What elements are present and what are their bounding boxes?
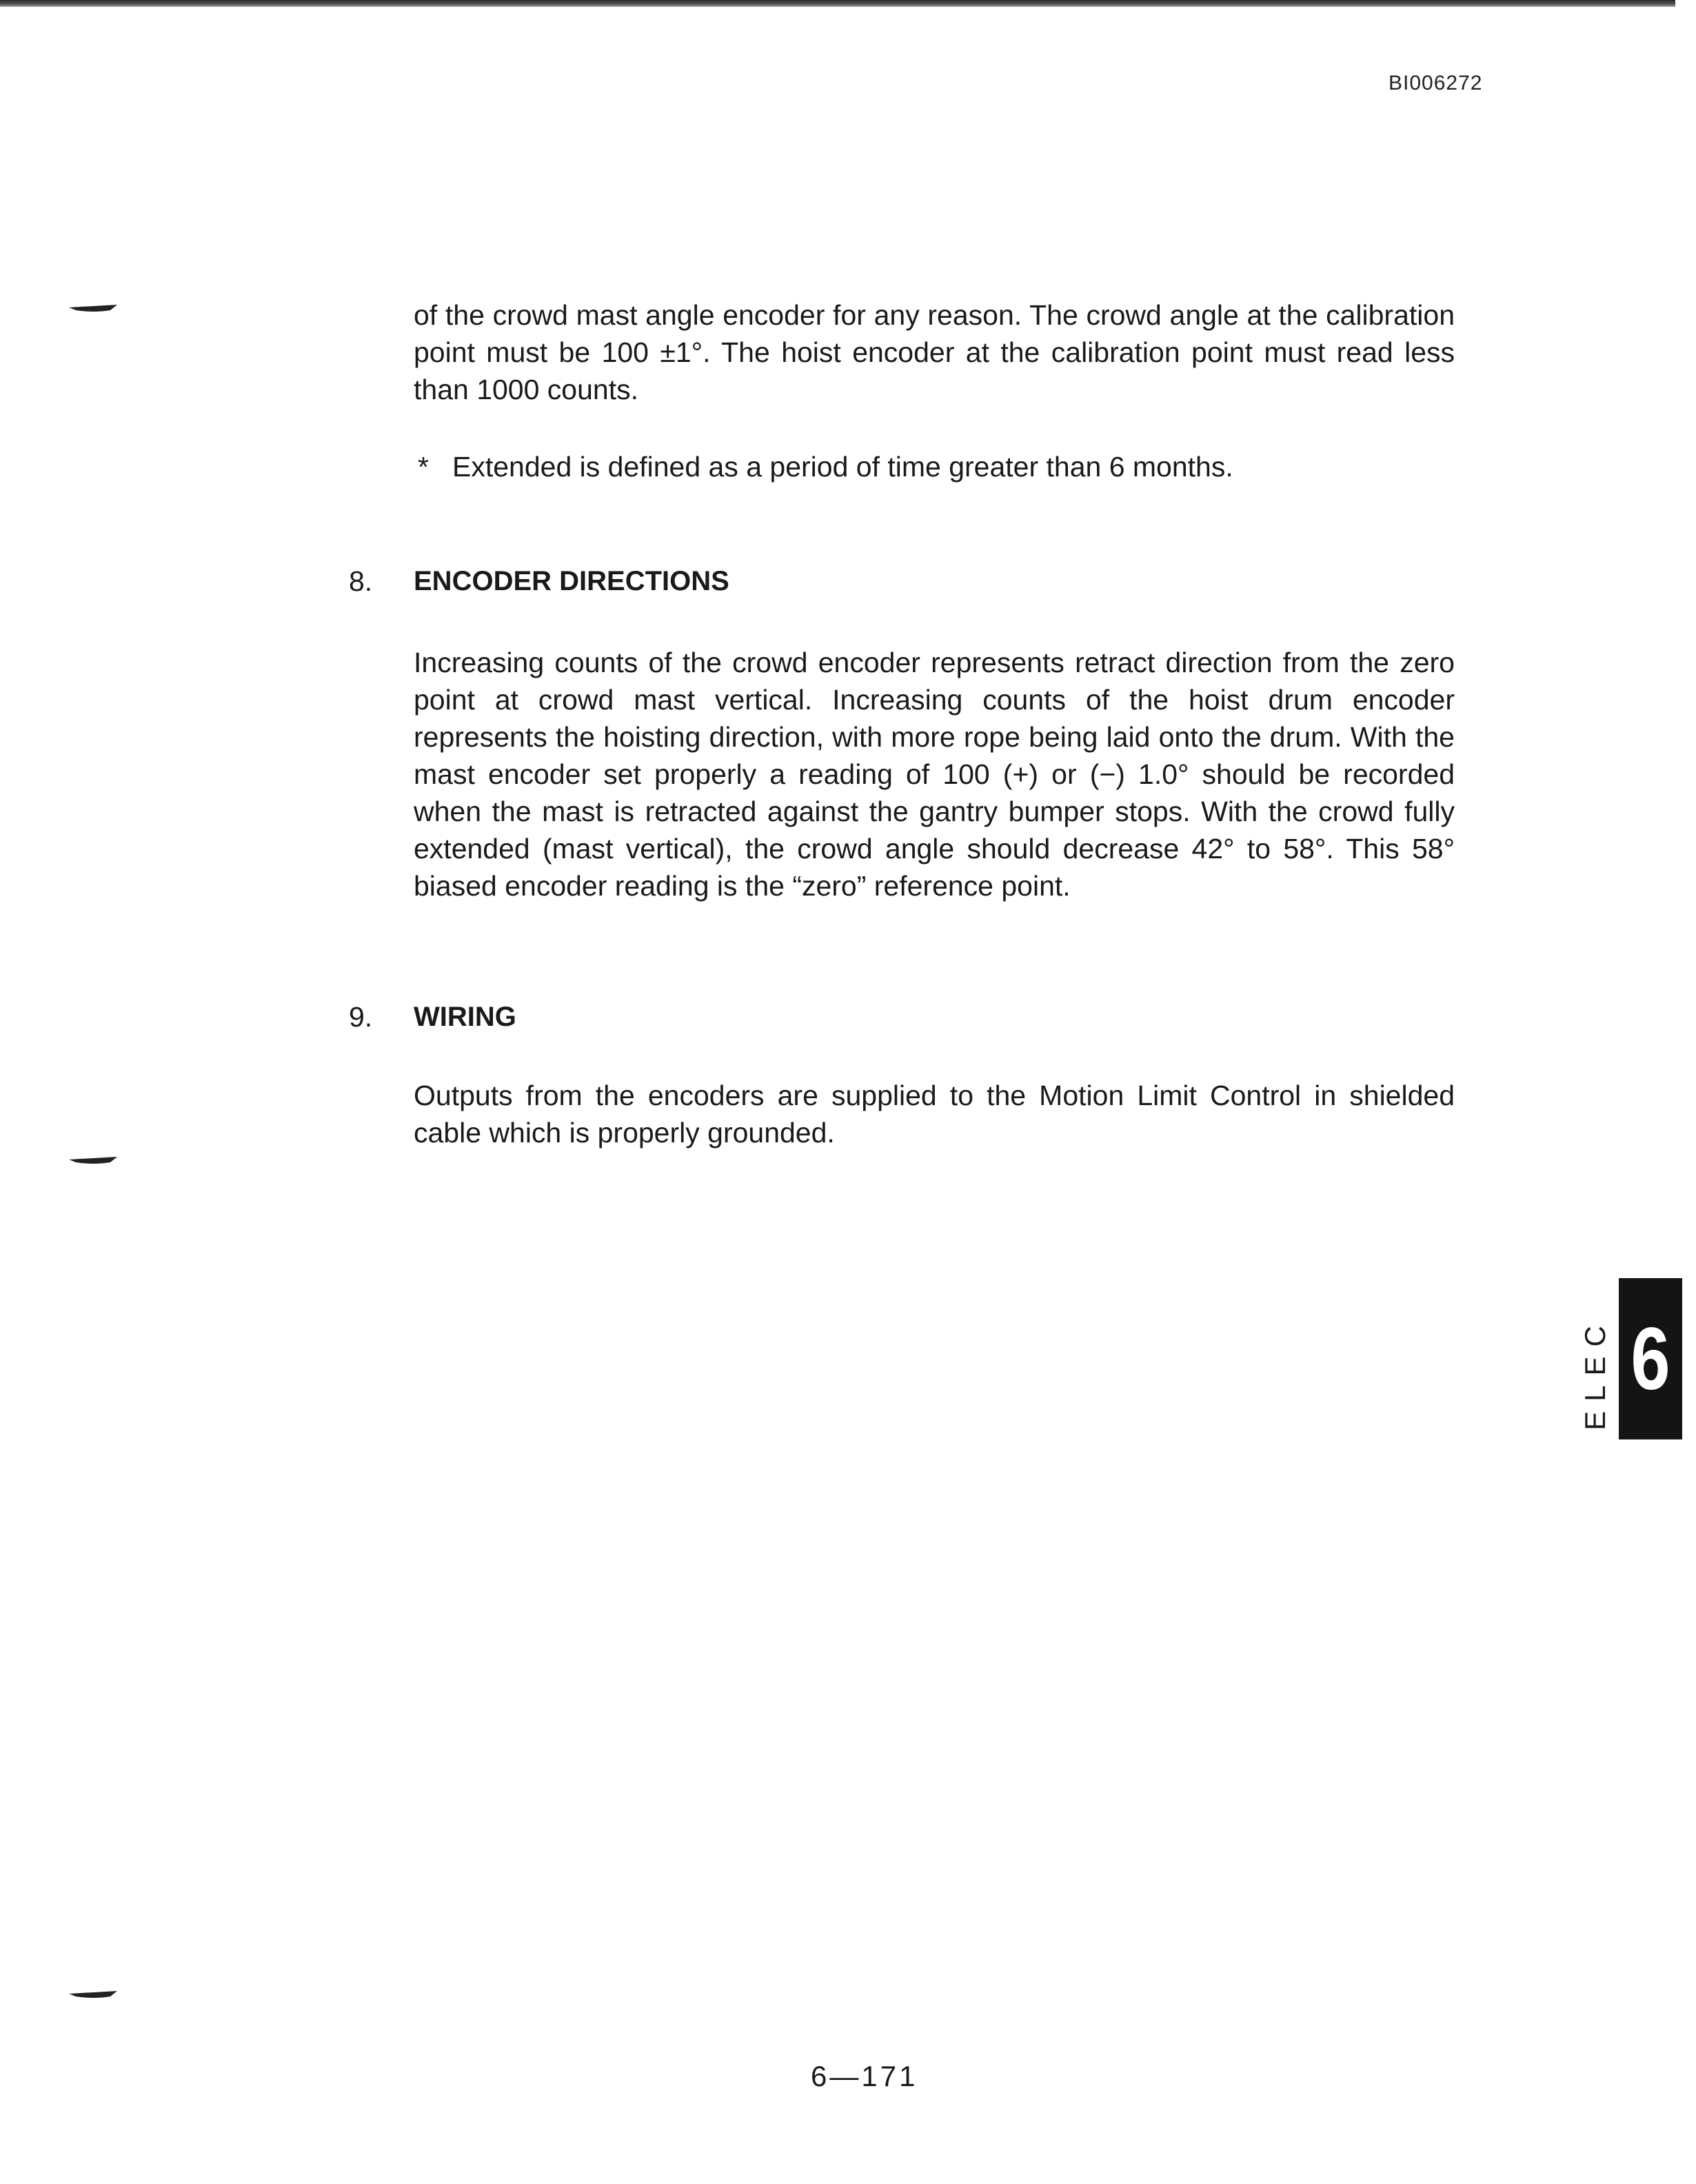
continued-paragraph: of the crowd mast angle encoder for any reason. The crowd angle at the calibration point must be 100 ±1°. The hoist encoder at the calibration point must read less than 1000 counts. <box>414 299 1455 405</box>
footnote-marker: * <box>418 451 429 483</box>
binder-mark-icon <box>69 1991 117 2001</box>
section-heading: WIRING <box>414 1002 516 1032</box>
footnote-text: Extended is defined as a period of time greater than 6 months. <box>452 451 1233 483</box>
binder-mark-icon <box>69 305 117 314</box>
section-heading: ENCODER DIRECTIONS <box>414 566 729 596</box>
binder-mark-icon <box>69 1157 117 1166</box>
page-number: 6—171 <box>811 2060 918 2092</box>
section-number: 9. <box>349 1001 373 1033</box>
top-rule <box>0 0 1675 7</box>
section-number: 8. <box>349 565 373 597</box>
footnote <box>418 448 1452 485</box>
document-id: BI006272 <box>1389 72 1483 94</box>
chapter-tab-label: ELEC <box>1579 1316 1611 1430</box>
chapter-tab-number: 6 <box>1631 1310 1670 1408</box>
section-body: Increasing counts of the crowd encoder represents retract direction from the zero point at crowd mast vertical. Increasing counts of the hoist drum encoder represents the hoisting direction, with more rope being laid onto the drum. With the mast encoder set properly a reading of 100 (+) or (−) 1.0° should be recorded when the mast is retracted against the gantry bumper stops. With the crowd fully extended (mast vertical), the crowd angle should decrease 42° to 58°. This 58° biased encoder reading is the “zero” reference point. <box>414 647 1455 902</box>
section-body: Outputs from the encoders are supplied to the Motion Limit Control in shielded cable which is properly grounded. <box>414 1080 1455 1149</box>
